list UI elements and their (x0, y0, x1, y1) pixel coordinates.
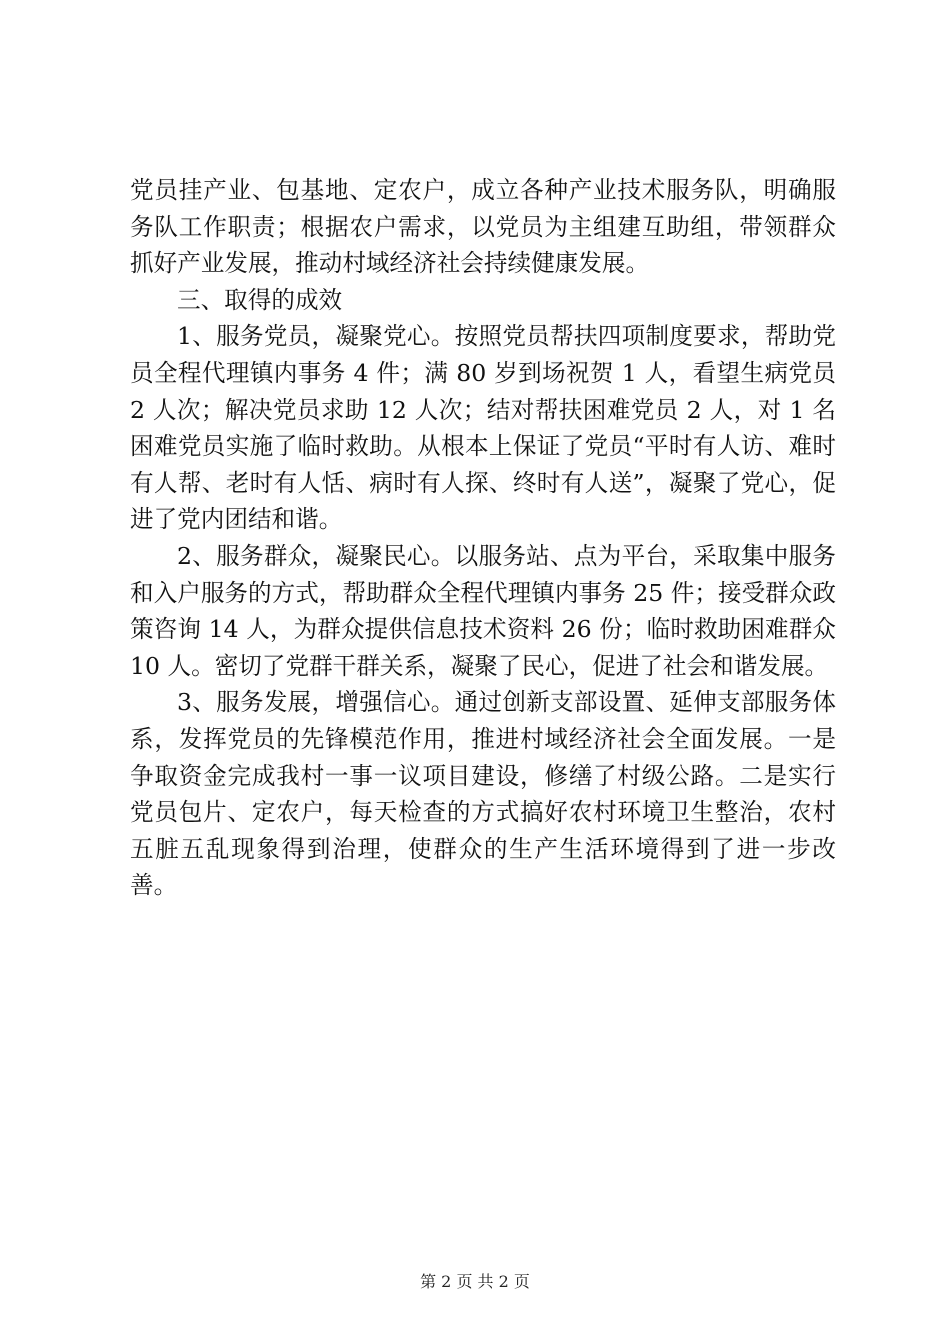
paragraph-item-1: 1、服务党员，凝聚党心。按照党员帮扶四项制度要求，帮助党员全程代理镇内事务 4 件；满 80 岁到场祝贺 1 人，看望生病党员 2 人次；解决党员求助 12 人次；结对帮扶困难党员 2 人，对 1 名困难党员实施了临时救助。从根本上保证了党员“平时有人访、难时有人帮、老时有人恬、病时有人探、终时有人送”，凝聚了党心，促进了党内团结和谐。 (130, 322, 836, 534)
paragraph-item-2: 2、服务群众，凝聚民心。以服务站、点为平台，采取集中服务和入户服务的方式，帮助群众全程代理镇内事务 25 件；接受群众政策咨询 14 人，为群众提供信息技术资料 26 份；临时救助困难群众 10 人。密切了党群干群关系，凝聚了民心，促进了社会和谐发展。 (130, 541, 836, 680)
paragraph-item-3: 3、服务发展，增强信心。通过创新支部设置、延伸支部服务体系，发挥党员的先锋模范作用，推进村域经济社会全面发展。一是争取资金完成我村一事一议项目建设，修缮了村级公路。二是实行党员包片、定农户，每天检查的方式搞好农村环境卫生整治，农村五脏五乱现象得到治理，使群众的生产生活环境得到了进一步改善。 (130, 688, 836, 900)
section-heading: 三、取得的成效 (177, 285, 343, 314)
document-body (130, 172, 836, 904)
page-footer: 第 2 页 共 2 页 (420, 1272, 530, 1291)
paragraph-continuation: 党员挂产业、包基地、定农户，成立各种产业技术服务队，明确服务队工作职责；根据农户需求，以党员为主组建互助组，带领群众抓好产业发展，推动村域经济社会持续健康发展。 (130, 176, 836, 278)
